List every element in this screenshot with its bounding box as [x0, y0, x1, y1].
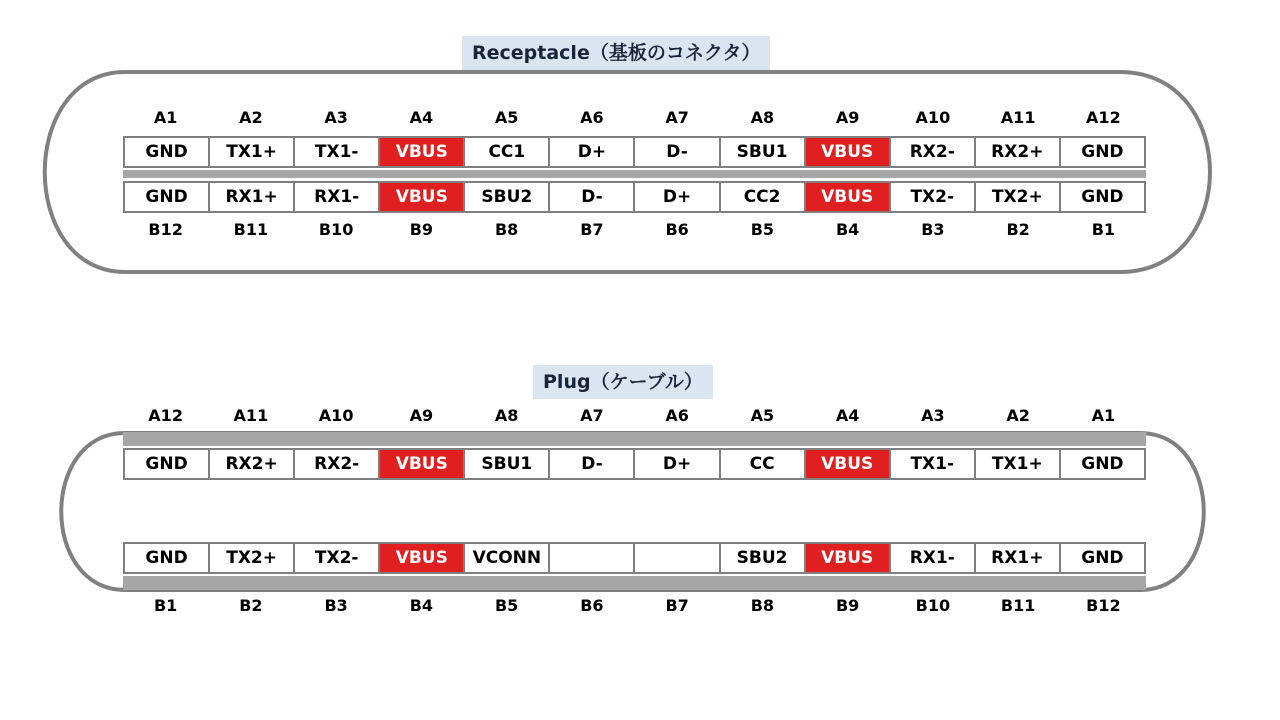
pin-cell: TX2- — [891, 183, 974, 211]
pin-cell: VCONN — [465, 544, 548, 572]
pin-label: B6 — [665, 220, 689, 239]
pin-cell: TX2+ — [976, 183, 1059, 211]
pin-label: A2 — [1006, 406, 1030, 425]
pin-label: A1 — [153, 108, 178, 127]
pin-label: A5 — [494, 108, 519, 127]
pin-label: A12 — [1086, 108, 1121, 127]
receptacle-title: Receptacle（基板のコネクタ） — [462, 36, 770, 70]
pin-label: B3 — [921, 220, 945, 239]
pin-label: B3 — [324, 596, 348, 615]
pin-cell: GND — [1061, 544, 1144, 572]
receptacle-top-pins — [123, 136, 1146, 168]
pin-cell: CC2 — [721, 183, 804, 211]
pin-label: B5 — [494, 596, 519, 615]
pin-cell-vbus: VBUS — [806, 138, 889, 166]
pin-cell: RX2+ — [976, 138, 1059, 166]
pin-label: A11 — [1000, 108, 1036, 127]
pin-label: A9 — [835, 108, 860, 127]
pin-label: B1 — [153, 596, 178, 615]
pin-label: B6 — [580, 596, 604, 615]
pin-label: A4 — [835, 406, 860, 425]
pin-label: A8 — [494, 406, 519, 425]
pin-cell: D- — [550, 450, 633, 478]
pin-label: B9 — [409, 220, 434, 239]
pin-label: A4 — [409, 108, 434, 127]
receptacle-bottom-labels — [123, 220, 1146, 239]
plug-title: Plug（ケーブル） — [533, 365, 713, 399]
pin-cell: SBU1 — [465, 450, 548, 478]
plug-top-shield-bar — [123, 432, 1146, 446]
pin-label: A7 — [665, 108, 689, 127]
pin-cell — [550, 544, 633, 572]
pin-label: B10 — [318, 220, 354, 239]
pin-label: A7 — [580, 406, 604, 425]
pin-label: A6 — [580, 108, 604, 127]
pin-label: B11 — [1000, 596, 1036, 615]
pin-cell: RX2- — [295, 450, 378, 478]
plug-top-labels — [123, 406, 1146, 425]
pin-cell: D- — [635, 138, 718, 166]
pin-cell: GND — [125, 183, 208, 211]
pin-cell: GND — [1061, 183, 1144, 211]
pin-cell-vbus: VBUS — [380, 544, 463, 572]
pin-label: A8 — [750, 108, 775, 127]
pin-cell: GND — [1061, 138, 1144, 166]
pin-cell: TX2+ — [210, 544, 293, 572]
pin-label: A12 — [148, 406, 183, 425]
pin-cell: RX1+ — [976, 544, 1059, 572]
pin-cell: CC1 — [465, 138, 548, 166]
pin-cell: TX2- — [295, 544, 378, 572]
pin-cell-vbus: VBUS — [806, 183, 889, 211]
pin-cell: D+ — [635, 183, 718, 211]
receptacle-top-labels — [123, 108, 1146, 127]
pin-label: A9 — [409, 406, 434, 425]
pin-label: B8 — [494, 220, 519, 239]
pin-cell: CC — [721, 450, 804, 478]
pin-label: B9 — [835, 596, 860, 615]
plug-bottom-shield-bar — [123, 576, 1146, 590]
pin-cell: TX1- — [891, 450, 974, 478]
pin-label: A5 — [750, 406, 775, 425]
pin-cell: GND — [125, 544, 208, 572]
pin-cell-vbus: VBUS — [380, 450, 463, 478]
receptacle-bottom-pins — [123, 181, 1146, 213]
pin-label: A10 — [915, 108, 951, 127]
pin-label: B7 — [580, 220, 604, 239]
pin-cell: TX1- — [295, 138, 378, 166]
pin-cell: D+ — [635, 450, 718, 478]
pin-cell-vbus: VBUS — [380, 183, 463, 211]
pin-cell: GND — [125, 450, 208, 478]
pin-cell: RX1- — [295, 183, 378, 211]
plug-top-pins — [123, 448, 1146, 480]
pin-label: B4 — [409, 596, 434, 615]
pin-label: B11 — [233, 220, 269, 239]
pin-label: B1 — [1091, 220, 1116, 239]
pin-label: A6 — [665, 406, 689, 425]
pin-cell: SBU1 — [721, 138, 804, 166]
pin-cell: GND — [125, 138, 208, 166]
pin-label: B7 — [665, 596, 689, 615]
pin-cell-vbus: VBUS — [380, 138, 463, 166]
pin-label: B5 — [750, 220, 775, 239]
plug-bottom-pins — [123, 542, 1146, 574]
pin-label: A3 — [324, 108, 348, 127]
pin-cell: GND — [1061, 450, 1144, 478]
pin-cell: RX1- — [891, 544, 974, 572]
pin-label: A2 — [239, 108, 263, 127]
pin-cell — [635, 544, 718, 572]
pin-label: B12 — [148, 220, 183, 239]
plug-bottom-labels — [123, 596, 1146, 615]
pin-label: A3 — [921, 406, 945, 425]
pin-label: B2 — [239, 596, 263, 615]
pin-cell: TX1+ — [210, 138, 293, 166]
pin-label: B8 — [750, 596, 775, 615]
pin-cell: SBU2 — [465, 183, 548, 211]
pin-cell: D- — [550, 183, 633, 211]
pin-label: B10 — [915, 596, 951, 615]
pin-cell: RX2+ — [210, 450, 293, 478]
pin-label: B4 — [835, 220, 860, 239]
pin-label: A1 — [1091, 406, 1116, 425]
pin-cell-vbus: VBUS — [806, 450, 889, 478]
pin-cell: TX1+ — [976, 450, 1059, 478]
pin-label: A11 — [233, 406, 269, 425]
pin-cell: RX1+ — [210, 183, 293, 211]
pin-label: A10 — [318, 406, 354, 425]
pin-cell-vbus: VBUS — [806, 544, 889, 572]
pin-label: B2 — [1006, 220, 1030, 239]
receptacle-tongue-divider — [123, 170, 1146, 178]
pin-cell: RX2- — [891, 138, 974, 166]
pin-cell: D+ — [550, 138, 633, 166]
pin-label: B12 — [1086, 596, 1121, 615]
pin-cell: SBU2 — [721, 544, 804, 572]
